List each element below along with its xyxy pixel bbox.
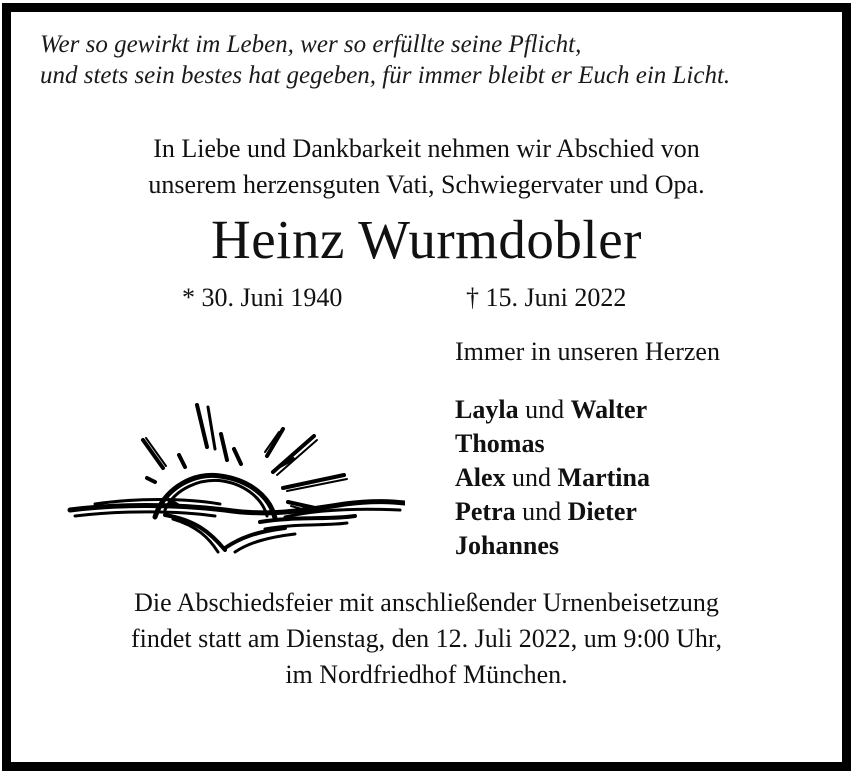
farewell-intro — [11, 131, 842, 203]
family-name: Petra — [455, 497, 516, 526]
deceased-name: Heinz Wurmdobler — [211, 209, 642, 270]
memorial-motto: Immer in unseren Herzen — [455, 337, 720, 366]
family-name: Johannes — [455, 531, 560, 560]
family-entry — [455, 393, 650, 427]
poem-line-1: Wer so gewirkt im Leben, wer so erfüllte seine Pflicht, — [40, 31, 582, 58]
family-connector: und — [518, 395, 571, 424]
family-name: Dieter — [567, 497, 637, 526]
family-connector: und — [515, 497, 568, 526]
family-entry — [455, 461, 650, 495]
memorial-poem — [40, 29, 840, 91]
family-name: Martina — [557, 463, 650, 492]
family-entry — [455, 495, 650, 529]
family-list — [455, 393, 650, 563]
ceremony-details — [11, 585, 842, 693]
birth-date: * 30. Juni 1940 — [182, 283, 343, 312]
intro-line-1: In Liebe und Dankbarkeit nehmen wir Abschied von — [153, 134, 700, 163]
family-entry — [455, 529, 650, 563]
family-name: Walter — [570, 395, 648, 424]
ceremony-line-1: Die Abschiedsfeier mit anschließender Urnenbeisetzung — [134, 588, 719, 617]
obituary-notice — [2, 3, 851, 771]
family-name: Layla — [455, 395, 519, 424]
family-name: Thomas — [455, 429, 545, 458]
family-name: Alex — [455, 463, 506, 492]
death-date: † 15. Juni 2022 — [466, 283, 627, 312]
ceremony-line-2: findet statt am Dienstag, den 12. Juli 2022, um 9:00 Uhr, — [130, 624, 723, 653]
family-entry — [455, 427, 650, 461]
poem-line-2: und stets sein bestes hat gegeben, für immer bleibt er Euch ein Licht. — [40, 62, 731, 89]
sunset-icon — [55, 392, 405, 562]
family-connector: und — [505, 463, 558, 492]
intro-line-2: unserem herzensguten Vati, Schwiegervater und Opa. — [148, 170, 705, 199]
ceremony-line-3: im Nordfriedhof München. — [285, 660, 568, 689]
